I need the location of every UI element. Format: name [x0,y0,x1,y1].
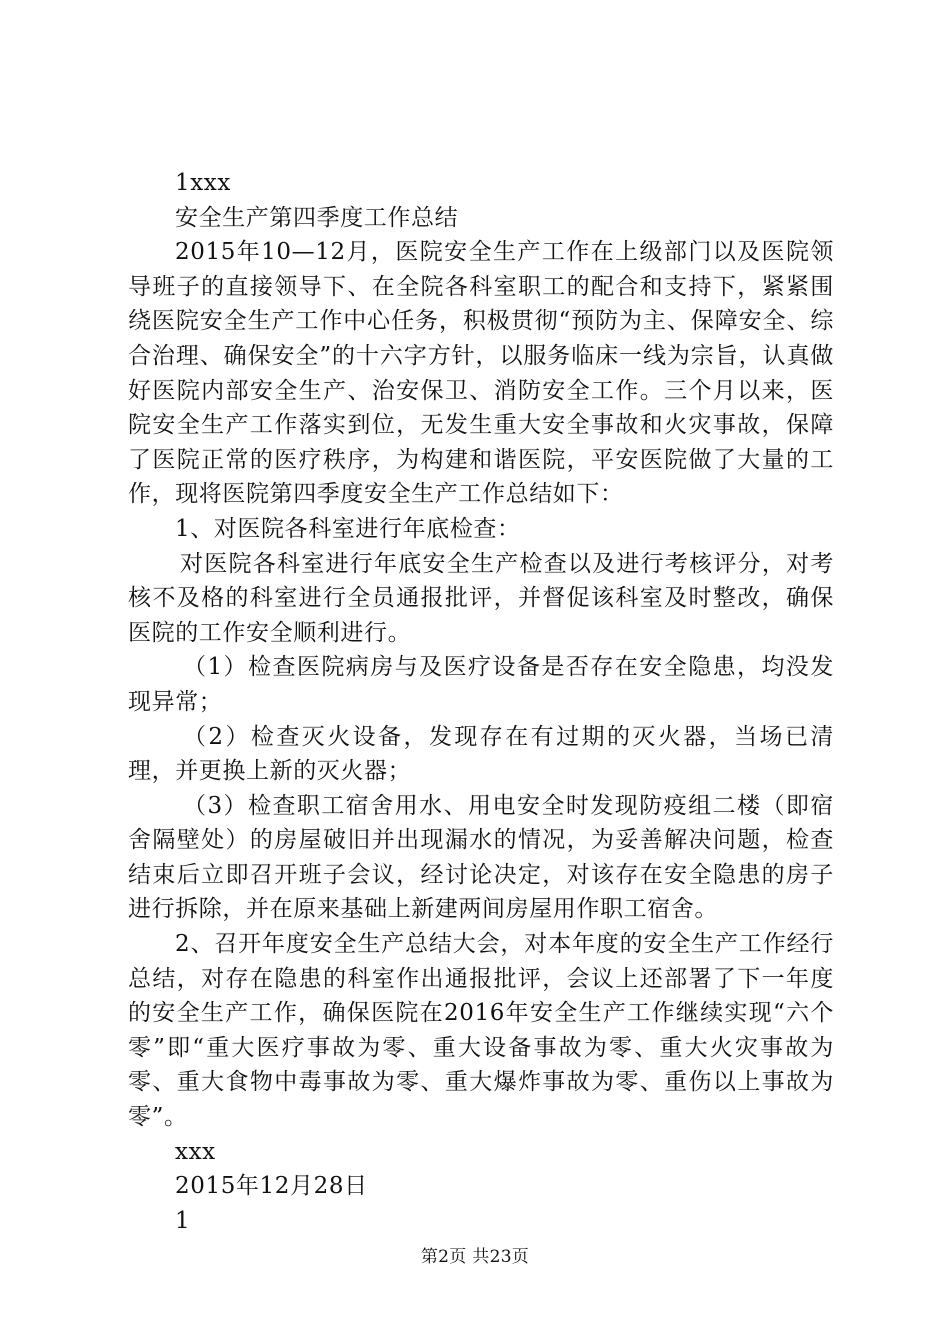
trailing-number: 1 [175,1207,191,1234]
document-title: 安全生产第四季度工作总结 [175,204,459,231]
intro-paragraph: 2015年10—12月，医院安全生产工作在上级部门以及医院领导班子的直接领导下、在全院各科室职工的配合和支持下，紧紧围绕医院安全生产工作中心任务，积极贯彻“预防为主、保障安全、综合治理、确保安全”的十六字方针，以服务临床一线为宗旨，认真做好医院内部安全生产、治安保卫、消防安全工作。三个月以来，医院安全生产工作落实到位，无发生重大安全事故和火灾事故，保障了医院正常的医疗秩序，为构建和谐医院，平安医院做了大量的工作，现将医院第四季度安全生产工作总结如下： [128,239,834,508]
section1-heading: 1、对医院各科室进行年底检查： [175,515,521,542]
document-date: 2015年12月28日 [175,1173,368,1200]
check-item-1: （1）检查医院病房与及医疗设备是否存在安全隐患，均没发现异常； [128,654,834,715]
section2-paragraph: 2、召开年度安全生产总结大会，对本年度的安全生产工作经行总结，对存在隐患的科室作出通报批评，会议上还部署了下一年度的安全生产工作，确保医院在2016年安全生产工作继续实现“六个零”即“重大医疗事故为零、重大设备事故为零、重大火灾事故为零、重大食物中毒事故为零、重大爆炸事故为零、重伤以上事故为零”。 [128,931,834,1131]
document-body [128,166,834,1238]
section1-paragraph: 对医院各科室进行年底安全生产检查以及进行考核评分，对考核不及格的科室进行全员通报批评，并督促该科室及时整改，确保医院的工作安全顺利进行。 [128,550,834,646]
check-item-2: （2）检查灭火设备，发现存在有过期的灭火器，当场已清理，并更换上新的灭火器； [128,723,834,785]
header-code: 1xxx [175,170,231,196]
signature: xxx [175,1138,216,1165]
page-footer: 第2页 共23页 [420,1247,530,1267]
check-item-3: （3）检查职工宿舍用水、用电安全时发现防疫组二楼（即宿舍隔壁处）的房屋破旧并出现漏水的情况，为妥善解决问题，检查结束后立即召开班子会议，经讨论决定，对该存在安全隐患的房子进行拆除，并在原来基础上新建两间房屋用作职工宿舍。 [128,792,834,923]
